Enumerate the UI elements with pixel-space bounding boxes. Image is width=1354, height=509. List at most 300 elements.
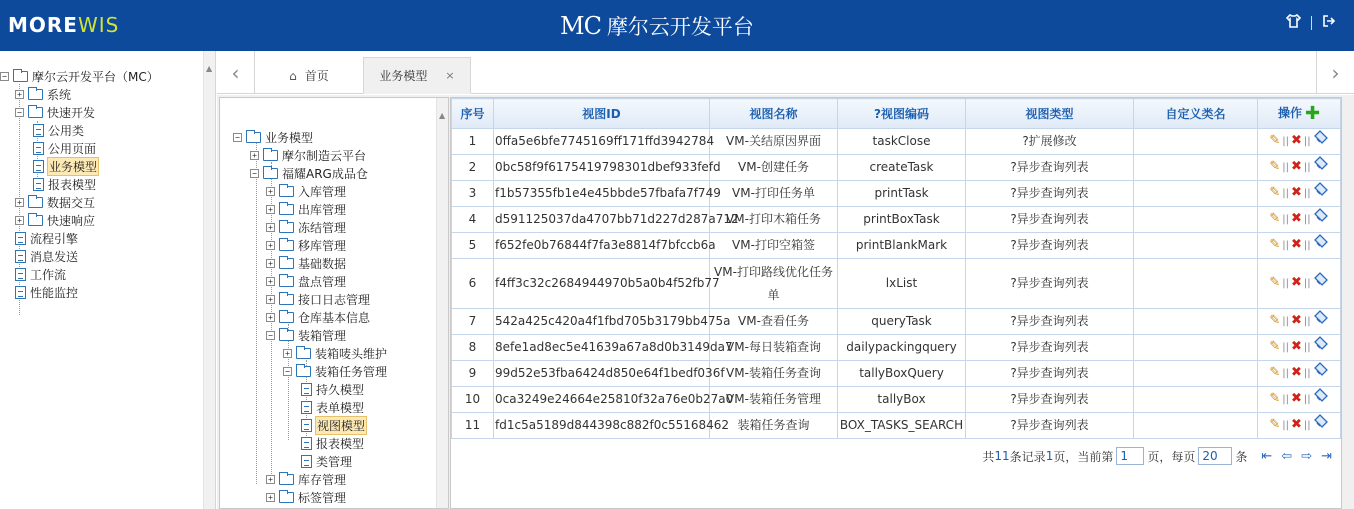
edit-icon[interactable]: ✎ [1269,237,1281,253]
sidebar-tree-node-label[interactable]: 业务模型 [47,157,99,176]
app-title [560,8,754,44]
row-no: 8 [452,335,494,361]
expand-icon[interactable]: + [15,198,24,207]
row-custom-class [1134,207,1258,233]
row-custom-class [1134,361,1258,387]
delete-icon[interactable]: ✖ [1291,185,1302,201]
row-custom-class [1134,129,1258,155]
collapse-icon[interactable]: − [250,169,259,178]
add-icon[interactable]: ✚ [1304,103,1321,124]
model-tree-node-label[interactable]: 冻结管理 [298,220,347,235]
sidebar-tree-node-label[interactable]: 性能监控 [30,285,79,300]
row-actions [1258,207,1341,233]
model-tree-node[interactable] [266,488,347,506]
model-tree-node[interactable] [266,326,347,344]
action-separator: || [1282,368,1289,379]
sidebar-tree-node[interactable] [33,121,85,139]
close-tab-icon[interactable]: × [445,69,455,82]
row-actions [1258,155,1341,181]
edit-icon[interactable]: ✎ [1269,133,1281,149]
model-tree-node-label[interactable]: 入库管理 [298,184,347,199]
view-icon[interactable] [1313,181,1329,206]
expand-icon[interactable]: + [266,259,275,268]
model-tree-node-label[interactable]: 福耀ARG成品仓 [282,166,368,181]
row-view-id: f1b57355fb1e4e45bbde57fbafa7f749 [494,181,710,207]
row-view-type: ?异步查询列表 [966,387,1134,413]
row-custom-class [1134,233,1258,259]
row-action-group [1259,129,1339,154]
collapse-icon[interactable]: − [15,108,24,117]
row-view-name: VM-打印任务单 [710,181,838,207]
row-view-type: ?异步查询列表 [966,233,1134,259]
document-icon [301,419,312,432]
expand-icon[interactable]: + [250,151,259,160]
model-tree-node[interactable] [266,254,347,272]
view-icon[interactable] [1313,233,1329,258]
edit-icon[interactable]: ✎ [1269,313,1281,329]
expand-icon[interactable]: + [266,493,275,502]
sidebar-tree-node-label[interactable]: 系统 [47,87,72,102]
row-view-name: 装箱任务查询 [710,413,838,439]
model-tree-node-label[interactable]: 接口日志管理 [298,292,371,307]
row-action-group [1259,271,1339,296]
sidebar-tree-node-label[interactable]: 快速开发 [47,105,96,120]
row-action-group [1259,233,1339,258]
row-view-id: 0ffa5e6bfe7745169ff171ffd3942784 [494,129,710,155]
tabs-bar [217,51,1354,94]
model-tree-node[interactable] [233,128,314,146]
row-actions [1258,233,1341,259]
view-icon[interactable] [1313,271,1329,296]
tab-business-model-label: 业务模型 [379,69,428,83]
document-icon [33,142,44,155]
pager-text: 页，当前第 [1053,449,1114,464]
row-action-group [1259,413,1339,438]
mc-brand-mark: MC [560,12,601,40]
collapse-icon[interactable]: − [0,72,9,81]
sidebar-tree-node[interactable] [15,265,67,283]
action-separator: || [1303,214,1311,225]
model-tree-node[interactable] [283,362,388,380]
col-header-no: 序号 [452,99,494,129]
model-tree-node-label[interactable]: 业务模型 [265,130,314,145]
row-view-id: 99d52e53fba6424d850e64f1bedf036f [494,361,710,387]
folder-icon [13,71,28,82]
model-tree-node-label[interactable]: 视图模型 [315,416,367,435]
folder-icon [296,348,311,359]
row-actions [1258,309,1341,335]
model-tree-node-label[interactable]: 盘点管理 [298,274,347,289]
row-no: 6 [452,259,494,309]
view-icon[interactable] [1313,413,1329,438]
current-page-input[interactable] [1116,447,1144,465]
model-tree-node-label[interactable]: 出库管理 [298,202,347,217]
action-separator: || [1303,368,1311,379]
folder-icon [279,276,294,287]
view-icon[interactable] [1313,361,1329,386]
action-separator: || [1282,420,1289,431]
table-row[interactable] [452,413,1341,439]
row-view-name: VM-查看任务 [710,309,838,335]
col-header-actions [1258,99,1341,129]
table-row[interactable] [452,129,1341,155]
table-row[interactable] [452,181,1341,207]
col-header-view-id: 视图ID [494,99,710,129]
delete-icon[interactable]: ✖ [1291,313,1302,329]
action-separator: || [1282,214,1289,225]
delete-icon[interactable]: ✖ [1291,275,1302,291]
expand-icon[interactable]: + [266,295,275,304]
pager-total: 11 [994,449,1010,463]
folder-icon [279,492,294,503]
row-view-code: dailypackingquery [838,335,966,361]
row-view-name: VM-打印路线优化任务单 [710,259,838,309]
shirt-icon[interactable] [1286,14,1301,32]
row-actions [1258,259,1341,309]
sidebar-tree-node[interactable] [33,139,97,157]
row-view-type: ?异步查询列表 [966,413,1134,439]
view-icon[interactable] [1313,309,1329,334]
app-title-text: 摩尔云开发平台 [606,15,754,39]
tab-business-model[interactable] [363,57,471,94]
expand-icon[interactable]: + [266,241,275,250]
sidebar-tree-node-label[interactable]: 公用页面 [48,141,97,156]
view-model-table [451,98,1341,439]
model-tree-node[interactable] [301,416,367,434]
view-icon[interactable] [1313,387,1329,412]
model-tree-node-label[interactable]: 装箱唛头维护 [315,346,388,361]
action-separator: || [1282,136,1289,147]
row-action-group [1259,335,1339,360]
header-actions [1286,14,1336,32]
model-tree-scrollbar[interactable] [436,98,448,508]
next-page-icon[interactable]: ⇨ [1301,448,1313,464]
action-separator: || [1303,316,1311,327]
view-icon[interactable] [1313,129,1329,154]
model-tree-node-label[interactable]: 移库管理 [298,238,347,253]
sidebar-tree-node[interactable] [15,229,79,247]
tab-home-label: 首页 [304,69,329,83]
model-tree-node-label[interactable]: 摩尔制造云平台 [282,148,367,163]
row-view-name: VM-创建任务 [710,155,838,181]
page-size-input[interactable] [1198,447,1232,465]
model-tree-node-label[interactable]: 库存管理 [298,472,347,487]
expand-icon[interactable]: + [266,205,275,214]
row-view-type: ?异步查询列表 [966,309,1134,335]
sidebar-tree-node[interactable] [15,85,72,103]
row-view-id: 8efe1ad8ec5e41639a67a8d0b3149da7 [494,335,710,361]
first-page-icon[interactable]: ⇤ [1261,448,1273,464]
row-custom-class [1134,259,1258,309]
edit-icon[interactable]: ✎ [1269,339,1281,355]
model-tree-node-label[interactable]: 装箱管理 [298,328,347,343]
row-view-code: printBoxTask [838,207,966,233]
action-separator: || [1282,278,1289,289]
pagination-bar [451,444,1340,468]
col-header-custom-class: 自定义类名 [1134,99,1258,129]
action-separator: || [1282,394,1289,405]
expand-icon[interactable]: + [15,216,24,225]
action-separator: || [1303,162,1311,173]
row-action-group [1259,155,1339,180]
delete-icon[interactable]: ✖ [1291,391,1302,407]
view-icon[interactable] [1313,155,1329,180]
row-view-code: tallyBoxQuery [838,361,966,387]
row-view-code: BOX_TASKS_SEARCH [838,413,966,439]
folder-icon [28,89,43,100]
table-header-row [452,99,1341,129]
view-icon[interactable] [1313,207,1329,232]
action-separator: || [1282,240,1289,251]
col-header-actions-label: 操作 [1277,106,1302,120]
model-tree-node-label[interactable]: 基础数据 [298,256,347,271]
scroll-up-icon[interactable]: ▲ [206,64,213,73]
tree-guide-line [256,134,257,484]
sidebar-tree-node[interactable] [15,103,96,121]
sidebar-tree-node[interactable] [15,247,79,265]
row-no: 9 [452,361,494,387]
action-separator: || [1303,278,1311,289]
model-tree-node[interactable] [266,236,347,254]
action-separator: || [1303,188,1311,199]
row-view-code: taskClose [838,129,966,155]
row-view-id: f4ff3c32c2684944970b5a0b4f52fb77 [494,259,710,309]
action-separator: || [1303,394,1311,405]
row-actions [1258,181,1341,207]
document-icon [15,250,26,263]
sidebar-tree-node-label[interactable]: 摩尔云开发平台（MC） [32,69,159,84]
row-view-id: f652fe0b76844f7fa3e8814f7bfccb6a [494,233,710,259]
model-tree-node-label[interactable]: 装箱任务管理 [315,364,388,379]
model-tree-node-label[interactable]: 标签管理 [298,490,347,505]
folder-icon [279,240,294,251]
row-view-type: ?异步查询列表 [966,361,1134,387]
sidebar-tree-node-label[interactable]: 工作流 [30,267,67,282]
delete-icon[interactable]: ✖ [1291,237,1302,253]
expand-icon[interactable]: + [266,187,275,196]
model-tree-node[interactable] [266,308,371,326]
row-view-code: queryTask [838,309,966,335]
model-tree-node-label[interactable]: 表单模型 [316,400,365,415]
tab-home[interactable] [255,57,363,94]
row-view-name: VM-打印木箱任务 [710,207,838,233]
view-icon[interactable] [1313,335,1329,360]
sidebar-tree-node[interactable] [0,67,160,85]
model-tree-node[interactable] [301,380,365,398]
edit-icon[interactable]: ✎ [1269,185,1281,201]
sidebar-tree-node-label[interactable]: 快速响应 [47,213,96,228]
sidebar-scrollbar[interactable] [203,51,215,509]
model-tree-node[interactable] [266,272,347,290]
row-view-name: VM-装箱任务管理 [710,387,838,413]
logout-icon[interactable] [1322,14,1336,32]
row-action-group [1259,181,1339,206]
document-icon [15,286,26,299]
header-divider [1311,16,1312,30]
pager-text: 页，每页 [1147,449,1196,464]
tab-scroll-left-icon[interactable]: ‹ [217,51,255,94]
row-view-type: ?异步查询列表 [966,207,1134,233]
model-tree-node[interactable] [266,218,347,236]
document-icon [15,268,26,281]
table-row[interactable] [452,309,1341,335]
row-actions [1258,335,1341,361]
delete-icon[interactable]: ✖ [1291,159,1302,175]
edit-icon[interactable]: ✎ [1269,365,1281,381]
row-view-name: VM-每日装箱查询 [710,335,838,361]
action-separator: || [1303,420,1311,431]
row-no: 4 [452,207,494,233]
sidebar-tree-node[interactable] [15,193,96,211]
home-icon: ⌂ [289,68,297,83]
folder-icon [279,312,294,323]
view-model-grid-panel [450,97,1342,509]
sidebar-tree-node-label[interactable]: 公用类 [48,123,85,138]
row-actions [1258,413,1341,439]
model-tree-node[interactable] [301,452,353,470]
expand-icon[interactable]: + [266,475,275,484]
sidebar-tree-node[interactable] [33,175,97,193]
action-separator: || [1282,162,1289,173]
sidebar-tree-node[interactable] [15,283,79,301]
folder-icon [28,107,43,118]
model-tree-node[interactable] [250,164,369,182]
row-no: 5 [452,233,494,259]
row-view-id: 542a425c420a4f1fbd705b3179bb475a [494,309,710,335]
pager-text: 条 [1235,449,1248,464]
row-action-group [1259,361,1339,386]
table-row[interactable] [452,259,1341,309]
delete-icon[interactable]: ✖ [1291,417,1302,433]
model-tree-node[interactable] [250,146,367,164]
sidebar-tree-node-label[interactable]: 流程引擎 [30,231,79,246]
folder-icon [279,186,294,197]
model-tree-node[interactable] [301,434,365,452]
last-page-icon[interactable]: ⇥ [1321,448,1332,464]
folder-icon [28,197,43,208]
col-header-view-name: 视图名称 [710,99,838,129]
delete-icon[interactable]: ✖ [1291,339,1302,355]
pager-text: 条记录 [1009,449,1046,464]
row-actions [1258,387,1341,413]
row-view-type: ?异步查询列表 [966,335,1134,361]
expand-icon[interactable]: + [283,349,292,358]
row-custom-class [1134,155,1258,181]
delete-icon[interactable]: ✖ [1291,211,1302,227]
col-header-view-type: 视图类型 [966,99,1134,129]
expand-icon[interactable]: + [15,90,24,99]
folder-icon [279,258,294,269]
folder-icon [279,294,294,305]
table-row[interactable] [452,155,1341,181]
row-view-name: VM-关结原因界面 [710,129,838,155]
table-row[interactable] [452,387,1341,413]
collapse-icon[interactable]: − [233,133,242,142]
sidebar-tree-node[interactable] [33,157,99,175]
row-view-id: 0ca3249e24664e25810f32a76e0b27a0 [494,387,710,413]
pager-buttons [1261,449,1332,464]
document-icon [33,160,44,173]
edit-icon[interactable]: ✎ [1269,275,1281,291]
table-row[interactable] [452,207,1341,233]
action-separator: || [1303,240,1311,251]
expand-icon[interactable]: + [266,223,275,232]
table-row[interactable] [452,361,1341,387]
row-custom-class [1134,181,1258,207]
folder-icon [279,204,294,215]
folder-icon [296,366,311,377]
row-view-name: VM-打印空箱签 [710,233,838,259]
model-tree-node[interactable] [283,344,388,362]
row-custom-class [1134,335,1258,361]
expand-icon[interactable]: + [266,277,275,286]
model-tree-node[interactable] [266,182,347,200]
row-view-type: ?异步查询列表 [966,155,1134,181]
row-view-code: lxList [838,259,966,309]
row-actions [1258,129,1341,155]
model-tree-node-label[interactable]: 持久模型 [316,382,365,397]
sidebar-tree-node-label[interactable]: 消息发送 [30,249,79,264]
edit-icon[interactable]: ✎ [1269,211,1281,227]
row-no: 3 [452,181,494,207]
morewis-logo: MOREWIS [8,13,120,37]
prev-page-icon[interactable]: ⇦ [1281,448,1293,464]
pager-page-count: 1 [1045,449,1054,463]
row-action-group [1259,309,1339,334]
model-tree-node-label[interactable]: 报表模型 [316,436,365,451]
model-tree-node[interactable] [266,200,347,218]
sidebar-tree-node-label[interactable]: 报表模型 [48,177,97,192]
model-tree-node-label[interactable]: 类管理 [316,454,353,469]
row-no: 11 [452,413,494,439]
expand-icon[interactable]: + [266,313,275,322]
model-tree-node[interactable] [301,398,365,416]
model-tree-node[interactable] [266,290,371,308]
collapse-icon[interactable]: − [283,367,292,376]
edit-icon[interactable]: ✎ [1269,159,1281,175]
row-no: 7 [452,309,494,335]
collapse-icon[interactable]: − [266,331,275,340]
sidebar-tree-node[interactable] [15,211,96,229]
sidebar-tree-node-label[interactable]: 数据交互 [47,195,96,210]
document-icon [33,178,44,191]
row-view-id: 0bc58f9f6175419798301dbef933fefd [494,155,710,181]
delete-icon[interactable]: ✖ [1291,365,1302,381]
row-actions [1258,361,1341,387]
sidebar [0,51,216,509]
row-no: 1 [452,129,494,155]
document-icon [301,383,312,396]
document-icon [15,232,26,245]
col-header-view-code: ?视图编码 [838,99,966,129]
content-area [217,95,1354,509]
delete-icon[interactable]: ✖ [1291,133,1302,149]
action-separator: || [1282,342,1289,353]
scroll-up-icon[interactable]: ▲ [439,111,446,120]
tab-scroll-right-icon[interactable]: › [1316,51,1354,94]
row-custom-class [1134,387,1258,413]
model-tree-node-label[interactable]: 仓库基本信息 [298,310,371,325]
folder-icon [279,474,294,485]
row-view-id: d591125037da4707bb71d227d287a712 [494,207,710,233]
edit-icon[interactable]: ✎ [1269,417,1281,433]
row-view-type: ?异步查询列表 [966,259,1134,309]
table-row[interactable] [452,233,1341,259]
model-tree-node[interactable] [266,470,347,488]
edit-icon[interactable]: ✎ [1269,391,1281,407]
row-view-code: createTask [838,155,966,181]
table-row[interactable] [452,335,1341,361]
